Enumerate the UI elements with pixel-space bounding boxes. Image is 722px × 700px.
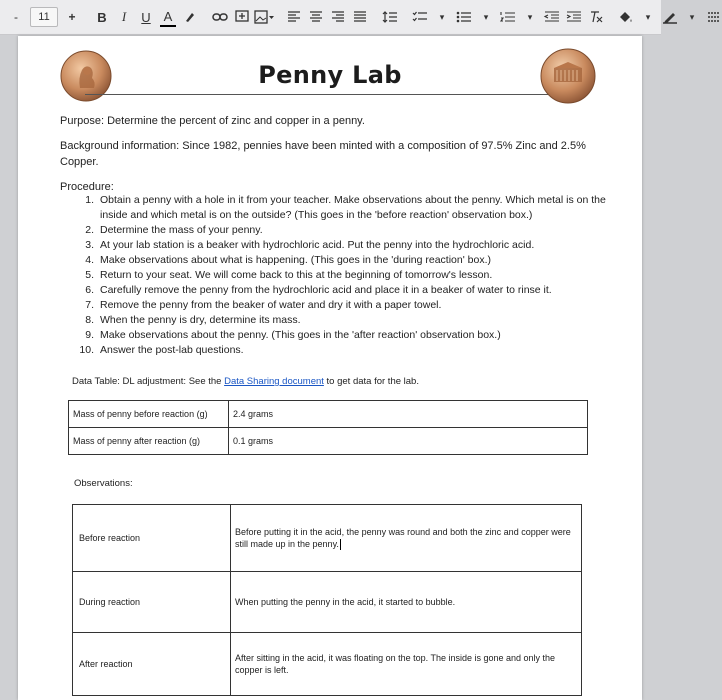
page-title: Penny Lab (258, 61, 402, 89)
align-center-icon[interactable] (308, 6, 324, 28)
table-cell-value[interactable]: 0.1 grams (229, 428, 588, 455)
font-size-field[interactable]: 11 (30, 7, 58, 27)
purpose-text: Purpose: Determine the percent of zinc and copper in a penny. (60, 115, 365, 127)
increase-font-size-button[interactable]: + (68, 10, 76, 24)
table-row (73, 505, 582, 572)
underline-button[interactable]: U (141, 9, 151, 25)
more-options-icon[interactable] (706, 6, 722, 28)
procedure-list (72, 193, 612, 358)
chevron-down-icon[interactable]: ▾ (645, 11, 651, 22)
penny-memorial-icon (540, 48, 596, 104)
table-cell-value[interactable]: Before putting it in the acid, the penny was round and both the zinc and copper were still made up in the penny. (231, 505, 582, 572)
table-row (73, 633, 582, 696)
mass-table (68, 400, 588, 455)
bulleted-list-icon[interactable] (456, 6, 472, 28)
line-spacing-icon[interactable] (382, 6, 398, 28)
table-cell-label[interactable]: Before reaction (73, 505, 231, 572)
table-row (69, 401, 588, 428)
table-cell-value[interactable]: 2.4 grams (229, 401, 588, 428)
table-cell-label[interactable]: During reaction (73, 572, 231, 633)
table-cell-label[interactable]: Mass of penny after reaction (g) (69, 428, 229, 455)
chevron-down-icon[interactable]: ▾ (439, 11, 445, 22)
decrease-font-size-button[interactable]: - (14, 10, 18, 24)
pen-icon[interactable] (662, 6, 678, 28)
chevron-down-icon[interactable]: ▾ (689, 11, 695, 22)
formatting-toolbar (0, 0, 695, 35)
procedure-step: 3. At your lab station is a beaker with hydrochloric acid. Put the penny into the hydrochloric acid. (85, 239, 535, 251)
procedure-step: 9. Make observations about the penny. (This goes in the 'after reaction' observation box.) (85, 329, 501, 341)
procedure-step: 6. Carefully remove the penny from the hydrochloric acid and place it in a beaker of water to rinse it. (85, 284, 552, 296)
table-cell-label[interactable]: After reaction (73, 633, 231, 696)
procedure-step: 5. Return to your seat. We will come back to this at the beginning of tomorrow's lesson. (85, 269, 493, 281)
bold-button[interactable]: B (97, 9, 107, 25)
observations-heading: Observations: (74, 478, 133, 489)
title-underline (85, 94, 555, 95)
procedure-step: 1. Obtain a penny with a hole in it from your teacher. Make observations about the penny. Which metal is on the inside and which metal is on the outside? (This goes in the 'before reaction' observation box.) (85, 194, 606, 221)
procedure-step: 7. Remove the penny from the beaker of water and dry it with a paper towel. (85, 299, 442, 311)
table-row (69, 428, 588, 455)
data-sharing-link[interactable]: Data Sharing document (224, 376, 324, 387)
document-page (18, 36, 642, 700)
background-info-line2: Copper. (60, 156, 99, 168)
align-right-icon[interactable] (330, 6, 346, 28)
table-cell-value[interactable]: After sitting in the acid, it was floating on the top. The inside is gone and only the copper is left. (231, 633, 582, 696)
procedure-step: 2. Determine the mass of your penny. (85, 224, 263, 236)
numbered-list-icon[interactable] (500, 6, 516, 28)
chevron-down-icon[interactable]: ▾ (483, 11, 489, 22)
italic-button[interactable]: I (121, 9, 127, 24)
procedure-heading: Procedure: (60, 181, 114, 193)
highlight-color-icon[interactable] (182, 6, 198, 28)
insert-link-icon[interactable] (212, 6, 228, 28)
insert-image-icon[interactable] (256, 6, 272, 28)
increase-indent-icon[interactable] (566, 6, 582, 28)
align-justify-icon[interactable] (352, 6, 368, 28)
checklist-icon[interactable] (412, 6, 428, 28)
text-color-button[interactable]: A (160, 7, 176, 27)
text-cursor (340, 539, 341, 550)
chevron-down-icon[interactable]: ▾ (527, 11, 533, 22)
procedure-step: 4. Make observations about what is happening. (This goes in the 'during reaction' box.) (85, 254, 491, 266)
table-cell-label[interactable]: Mass of penny before reaction (g) (69, 401, 229, 428)
procedure-step: 8. When the penny is dry, determine its mass. (85, 314, 301, 326)
observations-table (72, 504, 582, 696)
align-left-icon[interactable] (286, 6, 302, 28)
data-table-note: Data Table: DL adjustment: See the Data Sharing document to get data for the lab. (72, 376, 419, 387)
procedure-step: 10. Answer the post-lab questions. (79, 344, 244, 356)
clear-formatting-icon[interactable] (588, 6, 604, 28)
decrease-indent-icon[interactable] (544, 6, 560, 28)
insert-comment-icon[interactable] (234, 6, 250, 28)
table-cell-value[interactable]: When putting the penny in the acid, it started to bubble. (231, 572, 582, 633)
paint-format-icon[interactable] (618, 6, 634, 28)
background-info-line1: Background information: Since 1982, pennies have been minted with a composition of 97.5% Zinc and 2.5% (60, 140, 586, 152)
table-row (73, 572, 582, 633)
